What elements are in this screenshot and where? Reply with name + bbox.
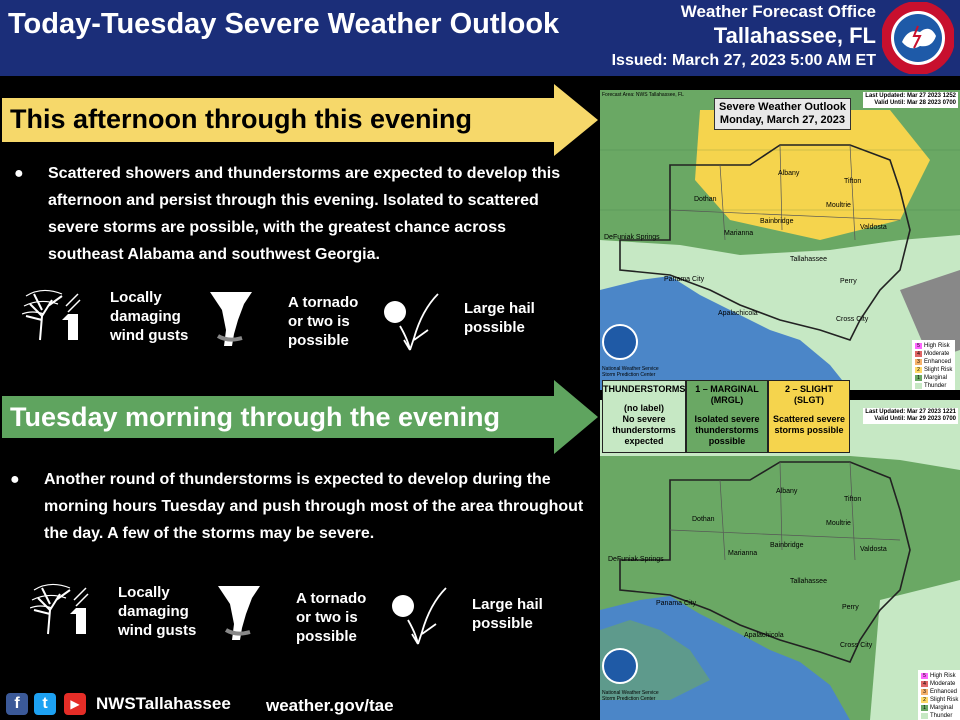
wind-icon <box>30 580 90 636</box>
hazard-wind-label: Locally damaging wind gusts <box>110 289 189 344</box>
city-label: Cross City <box>836 316 869 323</box>
map2-legend <box>918 670 960 720</box>
city-label: Apalachicola <box>718 310 758 317</box>
header-bar <box>0 0 960 76</box>
map1-title-box <box>714 98 851 130</box>
map1-credit: National Weather Service Storm Prediction Center <box>602 366 659 378</box>
risk-category-table <box>602 380 850 453</box>
map1-title: Severe Weather Outlook <box>719 101 846 113</box>
hazard-hail-label: Large hail possible <box>472 596 543 632</box>
banner-tuesday <box>0 380 598 454</box>
legend-row <box>915 366 952 374</box>
legend-label: Thunder <box>924 383 947 389</box>
noaa-logo-icon <box>602 648 638 684</box>
hail-icon <box>386 584 450 646</box>
category-desc: Scattered severe storms possible <box>772 414 846 435</box>
wind-icon <box>22 286 82 342</box>
youtube-icon[interactable]: ▶ <box>64 693 86 715</box>
city-label: Panama City <box>664 276 705 283</box>
category-slight <box>768 380 850 453</box>
bullet-tuesday-text: Another round of thunderstorms is expected to develop during the morning hours Tuesday and push through most of the area throughout the day. A few of the storms may be severe. <box>44 471 584 542</box>
city-label: Bainbridge <box>770 542 804 549</box>
legend-swatch <box>915 383 922 389</box>
legend-swatch: 4 <box>915 351 922 357</box>
banner-today <box>0 84 598 156</box>
category-code: (no label) <box>624 403 664 413</box>
category-thunderstorms <box>602 380 686 453</box>
legend-swatch <box>921 713 928 719</box>
legend-swatch: 4 <box>921 681 928 687</box>
hazard-tornado-label: A tornado or two is possible <box>296 590 367 645</box>
city-label: DeFuniak Springs <box>604 234 660 241</box>
city-label: Dothan <box>692 516 715 523</box>
hail-icon <box>378 290 442 352</box>
legend-label: Moderate <box>924 351 950 357</box>
bullet-today <box>14 160 584 270</box>
legend-label: Marginal <box>930 705 954 711</box>
city-label: Valdosta <box>860 546 887 553</box>
legend-row <box>915 382 952 390</box>
hazard-tornado-label: A tornado or two is possible <box>288 294 359 349</box>
bullet-dot: ● <box>10 471 20 488</box>
legend-row <box>921 680 958 688</box>
legend-row <box>915 350 952 358</box>
city-label: Albany <box>778 170 800 177</box>
twitter-icon[interactable]: t <box>34 693 56 715</box>
legend-row <box>921 712 958 720</box>
hazard-hail-label: Large hail possible <box>464 300 535 336</box>
map1-subtitle: Monday, March 27, 2023 <box>719 114 846 126</box>
office-info <box>612 2 876 72</box>
category-desc: No severe thunderstorms expected <box>612 414 676 446</box>
category-code: (MRGL) <box>710 395 744 405</box>
legend-label: Moderate <box>930 681 956 687</box>
city-label: Moultrie <box>826 520 851 527</box>
legend-row <box>915 358 952 366</box>
city-label: Perry <box>842 604 859 611</box>
category-code: (SLGT) <box>794 395 824 405</box>
legend-row <box>915 342 952 350</box>
city-label: Cross City <box>840 642 873 649</box>
legend-row <box>915 374 952 382</box>
map2-updated-text: Last Updated: Mar 27 2023 1221 <box>865 409 956 415</box>
legend-swatch: 1 <box>921 705 928 711</box>
legend-label: Thunder <box>930 713 953 719</box>
category-title: 1 – MARGINAL <box>695 384 759 394</box>
category-desc: Isolated severe thunderstorms possible <box>694 414 760 446</box>
legend-swatch: 2 <box>915 367 922 373</box>
city-label: Tallahassee <box>790 578 827 585</box>
map1-legend <box>912 340 955 390</box>
legend-label: Enhanced <box>930 689 958 695</box>
bullet-tuesday <box>10 466 600 550</box>
city-label: Apalachicola <box>744 632 784 639</box>
issued-time: Issued: March 27, 2023 5:00 AM ET <box>611 52 876 69</box>
legend-label: Enhanced <box>924 359 952 365</box>
hazard-wind-label: Locally damaging wind gusts <box>118 584 197 639</box>
city-label: Tifton <box>844 496 862 503</box>
legend-label: High Risk <box>924 343 950 349</box>
noaa-logo-icon <box>602 324 638 360</box>
map2-credit: National Weather Service Storm Prediction Center <box>602 690 659 702</box>
legend-row <box>921 672 958 680</box>
city-label: Dothan <box>694 196 717 203</box>
legend-row <box>921 696 958 704</box>
city-label: Bainbridge <box>760 218 794 225</box>
legend-label: Slight Risk <box>930 697 959 703</box>
category-title: THUNDERSTORMS <box>603 384 686 394</box>
legend-swatch: 3 <box>915 359 922 365</box>
map1-area-label: Forecast Area: NWS Tallahassee, FL <box>602 92 684 98</box>
social-handle[interactable]: NWSTallahassee <box>96 694 231 713</box>
banner-tuesday-label: Tuesday morning through the evening <box>10 402 501 432</box>
legend-swatch: 5 <box>921 673 928 679</box>
city-label: Tifton <box>844 178 862 185</box>
nws-logo-icon <box>882 2 954 74</box>
bullet-today-text: Scattered showers and thunderstorms are expected to develop this afternoon and persist through this evening. Isolated to scattered severe storms are possible, with the greatest chance across southeast Alabama and southwest Georgia. <box>48 165 561 263</box>
legend-swatch: 3 <box>921 689 928 695</box>
facebook-icon[interactable]: f <box>6 693 28 715</box>
city-label: Tallahassee <box>790 256 827 263</box>
category-marginal <box>686 380 768 453</box>
tornado-icon <box>208 290 254 348</box>
legend-swatch: 2 <box>921 697 928 703</box>
city-label: DeFuniak Springs <box>608 556 664 563</box>
map1-valid-text: Valid Until: Mar 28 2023 0700 <box>874 100 956 106</box>
banner-today-label: This afternoon through this evening <box>10 104 472 134</box>
tornado-icon <box>216 584 262 642</box>
city-label: Valdosta <box>860 224 887 231</box>
map1-updated <box>863 92 958 108</box>
category-title: 2 – SLIGHT <box>784 384 833 394</box>
legend-row <box>921 688 958 696</box>
map2-valid-text: Valid Until: Mar 29 2023 0700 <box>874 416 956 422</box>
city-label: Moultrie <box>826 202 851 209</box>
city-label: Marianna <box>728 550 758 557</box>
outlook-map-today <box>600 90 960 390</box>
office-city: Tallahassee, FL <box>713 23 876 48</box>
legend-swatch: 1 <box>915 375 922 381</box>
city-label: Marianna <box>724 230 754 237</box>
city-label: Perry <box>840 278 857 285</box>
legend-row <box>921 704 958 712</box>
map1-updated-text: Last Updated: Mar 27 2023 1252 <box>865 93 956 99</box>
office-name: Weather Forecast Office <box>680 2 876 21</box>
legend-label: High Risk <box>930 673 956 679</box>
website-link[interactable]: weather.gov/tae <box>266 696 394 715</box>
page-title: Today-Tuesday Severe Weather Outlook <box>8 8 560 40</box>
city-label: Albany <box>776 488 798 495</box>
map2-updated <box>863 408 958 424</box>
legend-label: Marginal <box>924 375 948 381</box>
footer <box>0 688 600 720</box>
bullet-dot: ● <box>14 165 24 182</box>
city-label: Panama City <box>656 600 697 607</box>
legend-label: Slight Risk <box>924 367 953 373</box>
legend-swatch: 5 <box>915 343 922 349</box>
